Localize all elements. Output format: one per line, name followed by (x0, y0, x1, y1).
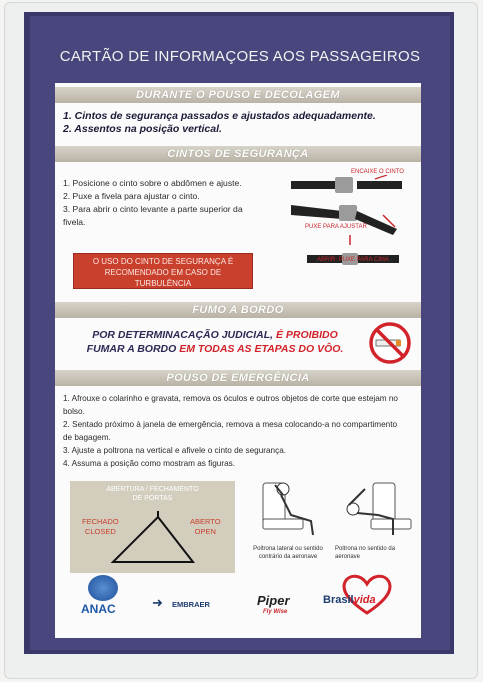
caption-lateral-line-2: contrário da aeronave (258, 554, 318, 560)
emergency-step-2: 2. Sentado próximo à janela de emergência, remova a mesa colocando-a no compartimento (63, 420, 398, 429)
door-closed-pt: FECHADO (82, 517, 119, 526)
caption-forward-line-1: Poltrona no sentido da (335, 546, 396, 552)
embraer-arrow-icon: ➜ (152, 595, 163, 610)
section-header-landing: DURANTE O POUSO E DECOLAGEM (55, 87, 421, 103)
smoking-text-d: EM TODAS AS ETAPAS DO VÔO. (179, 343, 344, 355)
belt-step-1: 1. Posicione o cinto sobre o abdômen e ajuste. (63, 178, 242, 188)
smoking-notice (65, 328, 365, 356)
section-header-smoking: FUMO A BORDO (55, 302, 421, 318)
door-operation-box (70, 481, 235, 573)
smoking-text-c: FUMAR A BORDO (86, 343, 180, 355)
landing-items (63, 110, 376, 136)
caption-forward-seat (335, 545, 415, 561)
logo-vida-part: vida (353, 594, 376, 606)
door-triangle-diagram (108, 507, 198, 567)
belt-warning-line-3: TURBULÊNCIA (134, 279, 192, 288)
emergency-step-1: 1. Afrouxe o colarinho e gravata, remova os óculos e outros objetos de corte que estejam no (63, 394, 398, 403)
section-header-belts: CINTOS DE SEGURANÇA (55, 146, 421, 162)
belt-warning-line-2: RECOMENDADO EM CASO DE (104, 268, 222, 277)
belt-warning-line-1: O USO DO CINTO DE SEGURANÇA É (92, 257, 234, 266)
door-title-line-2: DE PORTAS (132, 495, 173, 502)
smoking-text-a: POR DETERMINACAÇÃO JUDICIAL, (92, 329, 276, 341)
section-header-emergency: POUSO DE EMERGÊNCIA (55, 370, 421, 386)
belt-step-2: 2. Puxe a fivela para ajustar o cinto. (63, 191, 200, 201)
info-panel (55, 83, 421, 638)
logo-brasil-part: Brasil (323, 594, 354, 606)
door-title-line-1: ABERTURA / FECHAMENTO (106, 486, 199, 493)
logo-brasilvida (323, 594, 376, 606)
logo-embraer: EMBRAER (172, 600, 210, 609)
label-open-belt: ABRIR: PUXE PARA CIMA (317, 257, 389, 263)
brasilvida-heart-icon (339, 571, 395, 615)
landing-item-2: 2. Assentos na posição vertical. (63, 123, 222, 135)
belt-warning-box (73, 253, 253, 289)
door-open-en: OPEN (194, 527, 216, 536)
emergency-step-4: 4. Assuma a posição como mostram as figuras. (63, 459, 236, 468)
belt-buckle-figures (287, 175, 417, 285)
anac-globe-icon (88, 575, 118, 601)
door-title (70, 485, 235, 503)
brace-position-figures (253, 475, 413, 553)
caption-lateral-seat (243, 545, 333, 561)
smoking-text-b: É PROIBIDO (275, 329, 338, 341)
label-fasten-belt: ENCAIXE O CINTO (351, 169, 404, 175)
logo-anac: ANAC (81, 602, 116, 616)
landing-item-1: 1. Cintos de segurança passados e ajustados adequadamente. (63, 110, 376, 122)
caption-forward-line-2: aeronave (335, 554, 361, 560)
caption-lateral-line-1: Poltrona lateral ou sentido (253, 546, 323, 552)
emergency-step-2-cont: de bagagem. (63, 433, 111, 442)
card-title: CARTÃO DE INFORMAÇOES AOS PASSAGEIROS (59, 48, 421, 65)
belt-steps (63, 177, 243, 229)
emergency-step-1-cont: bolso. (63, 407, 85, 416)
emergency-steps (63, 392, 398, 470)
emergency-step-3: 3. Ajuste a poltrona na vertical e afivele o cinto de segurança. (63, 446, 287, 455)
door-open-pt: ABERTO (190, 517, 221, 526)
logo-piper: Piper (257, 593, 290, 608)
no-smoking-icon (368, 321, 412, 365)
belt-step-3: 3. Para abrir o cinto levante a parte superior da (63, 204, 243, 214)
door-closed-en: CLOSED (84, 527, 116, 536)
belt-step-3-cont: fivela. (63, 217, 86, 227)
label-pull-adjust: PUXE PARA AJUSTAR (305, 224, 367, 230)
logo-piper-tagline: Fly Wise (263, 609, 288, 615)
